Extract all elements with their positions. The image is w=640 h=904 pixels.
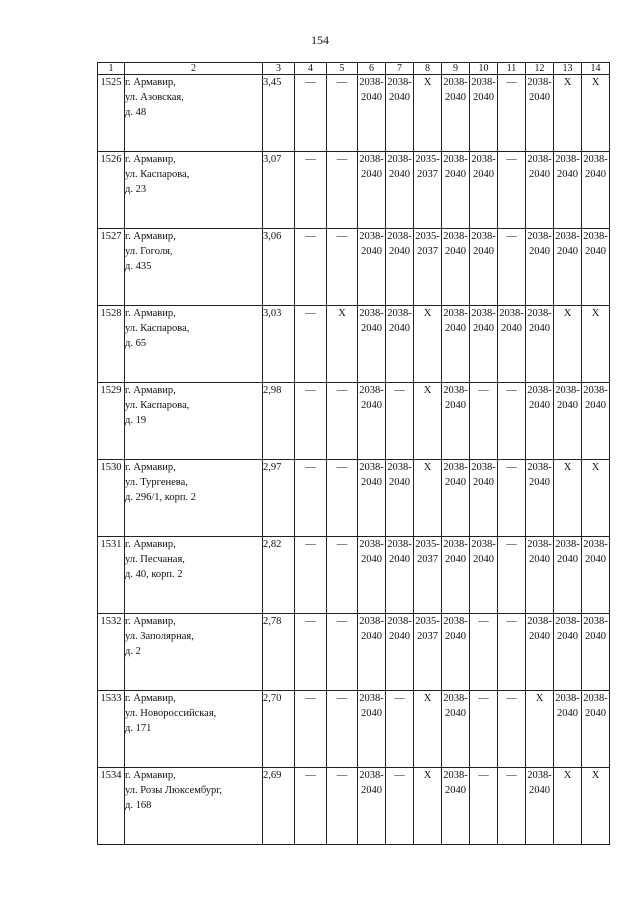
column-header: 10: [470, 63, 498, 75]
period-cell: 2038- 2040: [554, 229, 582, 306]
period-cell: X: [554, 75, 582, 152]
address-cell: [125, 460, 263, 537]
table-row: [98, 75, 610, 152]
period-cell: 2038- 2040: [358, 152, 386, 229]
period-cell: 2038- 2040: [386, 306, 414, 383]
period-cell: X: [414, 460, 442, 537]
period-cell: 2038- 2040: [470, 229, 498, 306]
period-cell: 2038- 2040: [582, 691, 610, 768]
period-cell: —: [327, 75, 358, 152]
row-number: 1528: [98, 306, 125, 383]
period-cell: 2038- 2040: [442, 229, 470, 306]
period-cell: —: [386, 383, 414, 460]
address-line: ул. Тургенева,: [125, 477, 188, 488]
row-number: 1527: [98, 229, 125, 306]
column-header: 8: [414, 63, 442, 75]
period-cell: 2038- 2040: [470, 537, 498, 614]
period-cell: 2035- 2037: [414, 229, 442, 306]
period-cell: 2038- 2040: [470, 306, 498, 383]
address-line: г. Армавир,: [125, 539, 176, 550]
column-header: 13: [554, 63, 582, 75]
address-line: г. Армавир,: [125, 308, 176, 319]
value-cell: 3,45: [263, 75, 295, 152]
table-row: [98, 614, 610, 691]
row-number: 1526: [98, 152, 125, 229]
period-cell: —: [386, 691, 414, 768]
period-cell: X: [414, 383, 442, 460]
period-cell: 2038- 2040: [442, 383, 470, 460]
period-cell: 2038- 2040: [470, 460, 498, 537]
period-cell: X: [582, 460, 610, 537]
column-header: 12: [526, 63, 554, 75]
period-cell: 2038- 2040: [386, 614, 414, 691]
period-cell: —: [295, 691, 327, 768]
period-cell: 2038- 2040: [582, 229, 610, 306]
period-cell: —: [295, 306, 327, 383]
period-cell: X: [414, 75, 442, 152]
period-cell: 2038- 2040: [470, 152, 498, 229]
period-cell: 2038- 2040: [526, 768, 554, 845]
address-line: д. 435: [125, 261, 152, 272]
period-cell: 2038- 2040: [386, 537, 414, 614]
address-line: г. Армавир,: [125, 77, 176, 88]
value-cell: 3,06: [263, 229, 295, 306]
housing-register-table: [97, 62, 610, 845]
period-cell: —: [470, 614, 498, 691]
table-row: [98, 768, 610, 845]
address-line: г. Армавир,: [125, 693, 176, 704]
address-cell: [125, 229, 263, 306]
table-body: [98, 63, 610, 845]
row-number: 1530: [98, 460, 125, 537]
period-cell: 2038- 2040: [442, 614, 470, 691]
period-cell: —: [327, 768, 358, 845]
period-cell: 2038- 2040: [386, 75, 414, 152]
period-cell: —: [470, 768, 498, 845]
period-cell: X: [414, 306, 442, 383]
period-cell: 2038- 2040: [358, 75, 386, 152]
period-cell: —: [327, 152, 358, 229]
column-header: 9: [442, 63, 470, 75]
address-cell: [125, 691, 263, 768]
column-header: 4: [295, 63, 327, 75]
period-cell: —: [295, 460, 327, 537]
period-cell: 2038- 2040: [526, 537, 554, 614]
period-cell: 2038- 2040: [526, 460, 554, 537]
table-row: [98, 383, 610, 460]
value-cell: 2,69: [263, 768, 295, 845]
period-cell: X: [554, 306, 582, 383]
column-header: 1: [98, 63, 125, 75]
period-cell: —: [498, 614, 526, 691]
address-line: ул. Каспарова,: [125, 323, 190, 334]
period-cell: 2038- 2040: [582, 152, 610, 229]
page-number: 154: [311, 33, 329, 47]
period-cell: 2038- 2040: [358, 537, 386, 614]
period-cell: —: [327, 460, 358, 537]
column-header: 7: [386, 63, 414, 75]
period-cell: 2035- 2037: [414, 537, 442, 614]
value-cell: 3,07: [263, 152, 295, 229]
value-cell: 2,82: [263, 537, 295, 614]
address-line: ул. Розы Люксембург,: [125, 785, 223, 796]
table-row: [98, 306, 610, 383]
period-cell: —: [295, 75, 327, 152]
period-cell: —: [498, 768, 526, 845]
period-cell: 2038- 2040: [358, 229, 386, 306]
period-cell: 2038- 2040: [358, 691, 386, 768]
period-cell: X: [582, 768, 610, 845]
row-number: 1532: [98, 614, 125, 691]
period-cell: —: [470, 691, 498, 768]
period-cell: 2038- 2040: [526, 75, 554, 152]
address-line: ул. Каспарова,: [125, 169, 190, 180]
value-cell: 2,70: [263, 691, 295, 768]
period-cell: 2038- 2040: [442, 152, 470, 229]
period-cell: —: [498, 75, 526, 152]
period-cell: —: [498, 229, 526, 306]
period-cell: —: [295, 229, 327, 306]
column-header: 5: [327, 63, 358, 75]
period-cell: —: [327, 537, 358, 614]
period-cell: 2038- 2040: [554, 614, 582, 691]
period-cell: 2038- 2040: [442, 537, 470, 614]
address-line: д. 19: [125, 415, 147, 426]
period-cell: —: [327, 691, 358, 768]
address-line: г. Армавир,: [125, 462, 176, 473]
period-cell: 2038- 2040: [442, 768, 470, 845]
period-cell: —: [295, 768, 327, 845]
period-cell: 2038- 2040: [386, 460, 414, 537]
row-number: 1533: [98, 691, 125, 768]
column-header: 2: [125, 63, 263, 75]
address-line: д. 171: [125, 723, 152, 734]
address-cell: [125, 768, 263, 845]
table-row: [98, 460, 610, 537]
row-number: 1529: [98, 383, 125, 460]
address-line: ул. Каспарова,: [125, 400, 190, 411]
period-cell: 2038- 2040: [498, 306, 526, 383]
table-row: [98, 229, 610, 306]
address-line: д. 65: [125, 338, 147, 349]
period-cell: 2038- 2040: [526, 306, 554, 383]
period-cell: —: [498, 537, 526, 614]
column-header: 3: [263, 63, 295, 75]
address-line: ул. Азовская,: [125, 92, 184, 103]
period-cell: 2038- 2040: [582, 614, 610, 691]
value-cell: 2,97: [263, 460, 295, 537]
address-line: д. 48: [125, 107, 147, 118]
value-cell: 2,78: [263, 614, 295, 691]
address-line: г. Армавир,: [125, 231, 176, 242]
period-cell: 2038- 2040: [582, 383, 610, 460]
period-cell: X: [327, 306, 358, 383]
row-number: 1531: [98, 537, 125, 614]
period-cell: X: [554, 768, 582, 845]
header-row: [98, 63, 610, 75]
address-line: г. Армавир,: [125, 154, 176, 165]
period-cell: X: [414, 691, 442, 768]
period-cell: 2038- 2040: [358, 768, 386, 845]
period-cell: 2038- 2040: [554, 691, 582, 768]
period-cell: 2038- 2040: [442, 306, 470, 383]
period-cell: —: [498, 691, 526, 768]
address-cell: [125, 614, 263, 691]
period-cell: X: [582, 306, 610, 383]
period-cell: 2035- 2037: [414, 614, 442, 691]
period-cell: 2038- 2040: [470, 75, 498, 152]
row-number: 1534: [98, 768, 125, 845]
table-row: [98, 691, 610, 768]
column-header: 14: [582, 63, 610, 75]
period-cell: 2038- 2040: [358, 383, 386, 460]
address-line: г. Армавир,: [125, 770, 176, 781]
address-line: д. 296/1, корп. 2: [125, 492, 196, 503]
period-cell: X: [526, 691, 554, 768]
address-cell: [125, 537, 263, 614]
period-cell: —: [327, 614, 358, 691]
period-cell: —: [295, 383, 327, 460]
period-cell: 2038- 2040: [358, 460, 386, 537]
address-line: д. 23: [125, 184, 147, 195]
value-cell: 2,98: [263, 383, 295, 460]
address-line: г. Армавир,: [125, 385, 176, 396]
period-cell: 2038- 2040: [554, 537, 582, 614]
period-cell: X: [554, 460, 582, 537]
period-cell: 2038- 2040: [386, 229, 414, 306]
column-header: 11: [498, 63, 526, 75]
address-line: д. 2: [125, 646, 141, 657]
address-line: ул. Песчаная,: [125, 554, 185, 565]
period-cell: —: [327, 383, 358, 460]
period-cell: 2038- 2040: [442, 460, 470, 537]
address-line: ул. Новороссийская,: [125, 708, 217, 719]
address-line: д. 168: [125, 800, 152, 811]
period-cell: 2038- 2040: [358, 306, 386, 383]
address-cell: [125, 152, 263, 229]
period-cell: 2038- 2040: [386, 152, 414, 229]
period-cell: 2038- 2040: [358, 614, 386, 691]
address-line: г. Армавир,: [125, 616, 176, 627]
table-row: [98, 152, 610, 229]
period-cell: —: [327, 229, 358, 306]
address-line: д. 40, корп. 2: [125, 569, 183, 580]
period-cell: 2038- 2040: [554, 152, 582, 229]
column-header: 6: [358, 63, 386, 75]
row-number: 1525: [98, 75, 125, 152]
period-cell: 2038- 2040: [442, 691, 470, 768]
period-cell: 2035- 2037: [414, 152, 442, 229]
period-cell: 2038- 2040: [526, 383, 554, 460]
period-cell: —: [386, 768, 414, 845]
period-cell: 2038- 2040: [526, 152, 554, 229]
address-cell: [125, 306, 263, 383]
address-cell: [125, 383, 263, 460]
period-cell: —: [295, 614, 327, 691]
period-cell: 2038- 2040: [526, 614, 554, 691]
address-cell: [125, 75, 263, 152]
period-cell: 2038- 2040: [442, 75, 470, 152]
period-cell: 2038- 2040: [582, 537, 610, 614]
period-cell: 2038- 2040: [554, 383, 582, 460]
period-cell: —: [498, 152, 526, 229]
period-cell: 2038- 2040: [526, 229, 554, 306]
period-cell: X: [582, 75, 610, 152]
period-cell: —: [295, 537, 327, 614]
table-row: [98, 537, 610, 614]
address-line: ул. Заполярная,: [125, 631, 194, 642]
value-cell: 3,03: [263, 306, 295, 383]
period-cell: —: [470, 383, 498, 460]
period-cell: —: [498, 383, 526, 460]
period-cell: —: [498, 460, 526, 537]
period-cell: X: [414, 768, 442, 845]
address-line: ул. Гоголя,: [125, 246, 173, 257]
period-cell: —: [295, 152, 327, 229]
